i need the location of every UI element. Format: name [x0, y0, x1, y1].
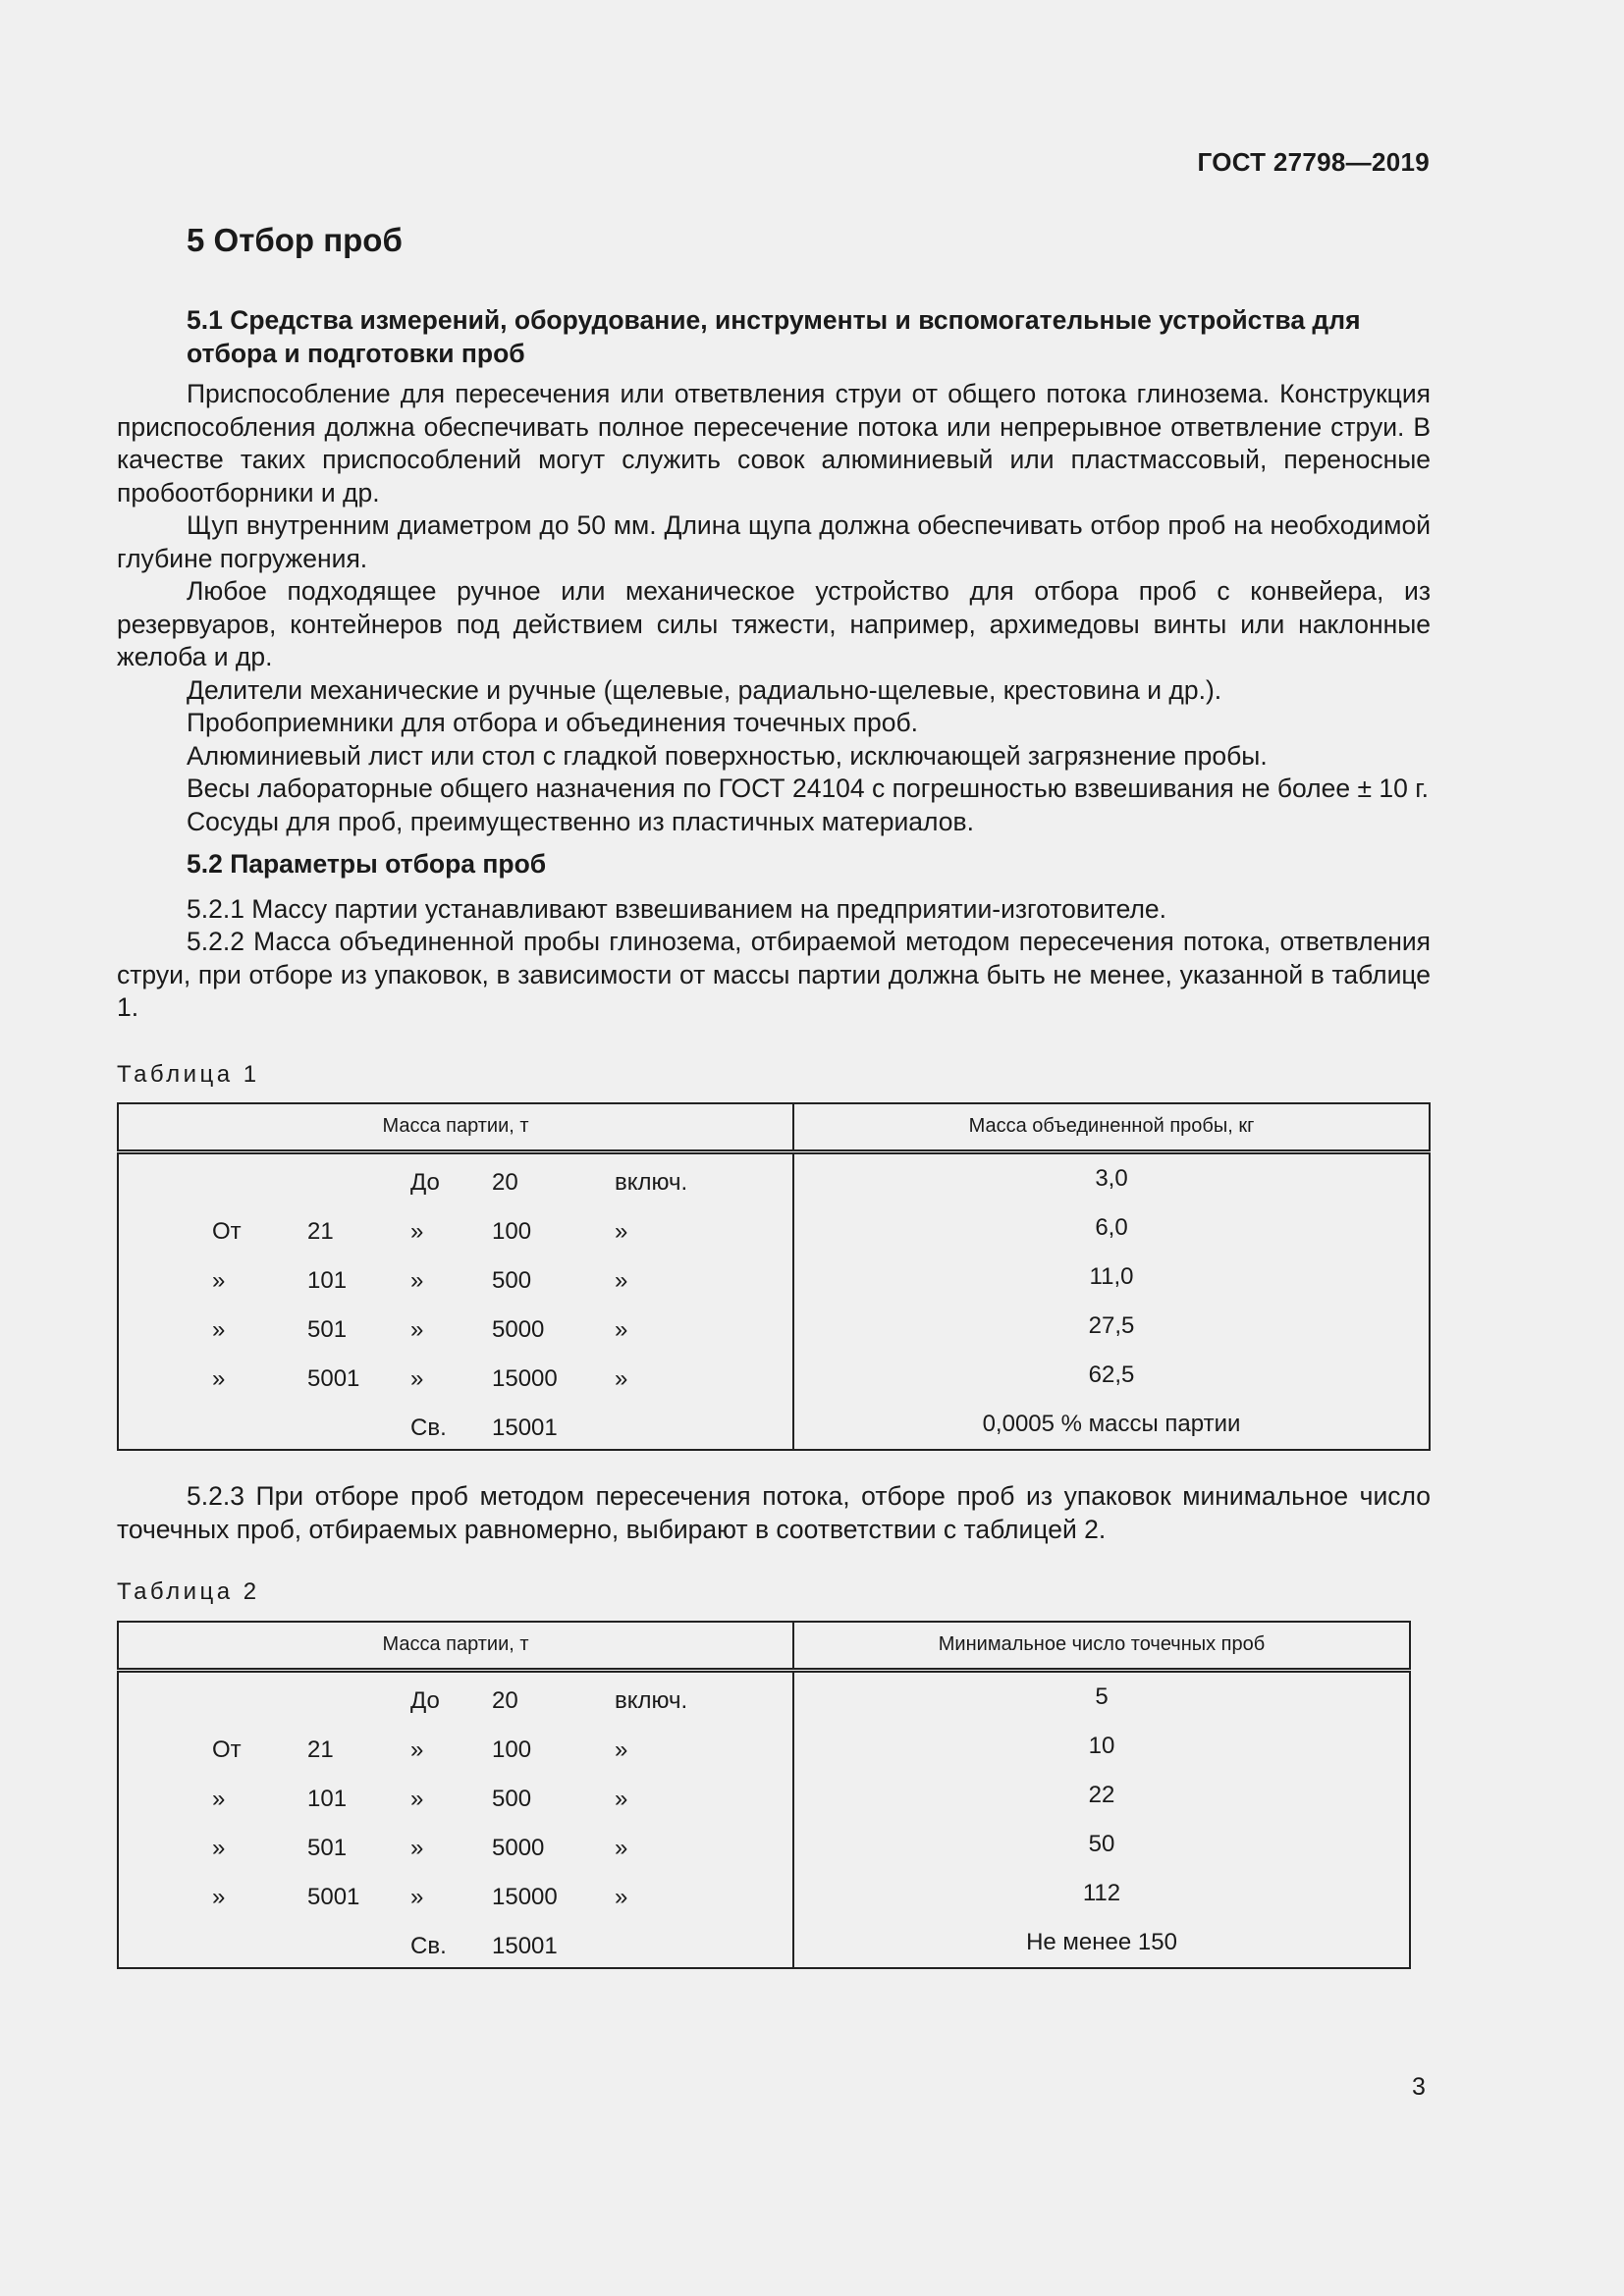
mass-range-cell	[118, 1351, 793, 1400]
range-high-value: 15001	[492, 1415, 558, 1441]
range-low-value: 501	[307, 1834, 348, 1861]
range-high-value: 20	[492, 1169, 518, 1196]
range-high-value: 500	[492, 1785, 532, 1812]
value-cell: 27,5	[793, 1302, 1430, 1351]
standard-code: ГОСТ 27798—2019	[1197, 147, 1430, 177]
subsection-title-5-1: 5.1 Средства измерений, оборудование, инструменты и вспомогательные устройства для отбора и подготовки проб	[187, 305, 1361, 368]
range-low-value: 501	[307, 1316, 348, 1343]
range-mark: »	[410, 1785, 424, 1812]
table2-header-mass: Масса партии, т	[118, 1622, 793, 1671]
range-high-value: 100	[492, 1735, 532, 1763]
range-mark: Св.	[410, 1932, 447, 1959]
table-row	[118, 1869, 1410, 1918]
range-high-value: 20	[492, 1686, 518, 1714]
range-end-word: »	[615, 1267, 628, 1294]
table-row	[118, 1722, 1410, 1771]
range-high-value: 15001	[492, 1932, 558, 1959]
value-cell: 3,0	[793, 1152, 1430, 1204]
range-low-value: 5001	[307, 1365, 360, 1392]
value-cell: 0,0005 % массы партии	[793, 1400, 1430, 1450]
value-cell: 10	[793, 1722, 1410, 1771]
paragraph-5-2-3: 5.2.3 При отборе проб методом пересечения потока, отборе проб из упаковок минимальное число точечных проб, отбираемых равномерно, выбирают в соответствии с таблицей 2.	[117, 1481, 1431, 1544]
mass-range-cell	[118, 1152, 793, 1204]
value-cell: Не менее 150	[793, 1918, 1410, 1968]
range-high-value: 5000	[492, 1834, 545, 1861]
range-from-word: »	[212, 1316, 226, 1343]
range-from-word: »	[212, 1785, 226, 1812]
table-row	[118, 1203, 1430, 1253]
range-high-value: 15000	[492, 1365, 558, 1392]
range-high-value: 500	[492, 1267, 532, 1294]
range-end-word: »	[615, 1316, 628, 1343]
table-row	[118, 1351, 1430, 1400]
mass-range-cell	[118, 1869, 793, 1918]
range-end-word: »	[615, 1785, 628, 1812]
value-cell: 62,5	[793, 1351, 1430, 1400]
range-from-word: От	[212, 1735, 242, 1763]
range-end-word: »	[615, 1735, 628, 1763]
page-content	[117, 304, 1431, 1969]
paragraph: Щуп внутренним диаметром до 50 мм. Длина щупа должна обеспечивать отбор проб на необходимой глубине погружения.	[117, 510, 1431, 573]
paragraph: Пробоприемники для отбора и объединения точечных проб.	[187, 708, 919, 737]
range-mark: »	[410, 1218, 424, 1245]
range-mark: »	[410, 1316, 424, 1343]
table1-header-sample-mass: Масса объединенной пробы, кг	[793, 1103, 1430, 1152]
paragraph: Сосуды для проб, преимущественно из пластичных материалов.	[187, 806, 974, 836]
range-mark: До	[410, 1686, 440, 1714]
range-mark: До	[410, 1169, 440, 1196]
paragraph: 5.2.2 Масса объединенной пробы глинозема, отбираемой методом пересечения потока, ответвления струи, при отборе из упаковок, в зависимости от массы партии должна быть не менее, указанной в таблице 1.	[117, 927, 1431, 1022]
range-end-word: включ.	[615, 1686, 688, 1714]
mass-range-cell	[118, 1253, 793, 1302]
range-mark: »	[410, 1834, 424, 1861]
table1-header-mass: Масса партии, т	[118, 1103, 793, 1152]
range-mark: Св.	[410, 1415, 447, 1441]
table-1	[117, 1102, 1431, 1451]
mass-range-cell	[118, 1918, 793, 1968]
range-end-word: »	[615, 1365, 628, 1392]
range-high-value: 100	[492, 1218, 532, 1245]
range-end-word: »	[615, 1834, 628, 1861]
section-title: 5 Отбор проб	[187, 222, 403, 258]
mass-range-cell	[118, 1400, 793, 1450]
table-row	[118, 1670, 1410, 1722]
value-cell: 50	[793, 1820, 1410, 1869]
range-low-value: 21	[307, 1735, 334, 1763]
range-mark: »	[410, 1267, 424, 1294]
range-mark: »	[410, 1365, 424, 1392]
subsection-5-2-body	[117, 893, 1431, 1025]
paragraph: Приспособление для пересечения или ответвления струи от общего потока глинозема. Конструкция приспособления должна обеспечивать полное пересечение потока или непрерывное ответвление струи. В качестве таких приспособлений могут служить совок алюминиевый или пластмассовый, переносные пробоотборники и др.	[117, 379, 1431, 507]
table-row	[118, 1820, 1410, 1869]
value-cell: 112	[793, 1869, 1410, 1918]
value-cell: 5	[793, 1670, 1410, 1722]
mass-range-cell	[118, 1302, 793, 1351]
table-2	[117, 1621, 1411, 1969]
mass-range-cell	[118, 1203, 793, 1253]
paragraph: 5.2.1 Массу партии устанавливают взвешиванием на предприятии-изготовителе.	[187, 893, 1167, 924]
range-from-word: »	[212, 1834, 226, 1861]
paragraph: Делители механические и ручные (щелевые, радиально-щелевые, крестовина и др.).	[187, 674, 1222, 705]
subsection-5-1-body	[117, 378, 1431, 838]
table-row	[118, 1152, 1430, 1204]
table-row	[118, 1400, 1430, 1450]
table-row	[118, 1302, 1430, 1351]
range-high-value: 5000	[492, 1316, 545, 1343]
page-number: 3	[1412, 2073, 1426, 2101]
value-cell: 22	[793, 1771, 1410, 1820]
value-cell: 11,0	[793, 1253, 1430, 1302]
subsection-title-5-2: 5.2 Параметры отбора проб	[187, 849, 547, 879]
paragraph: Любое подходящее ручное или механическое устройство для отбора проб с конвейера, из резервуаров, контейнеров под действием силы тяжести, например, архимедовы винты или наклонные желоба и др.	[117, 576, 1431, 671]
range-mark: »	[410, 1883, 424, 1910]
paragraph: Весы лабораторные общего назначения по ГОСТ 24104 с погрешностью взвешивания не более ± 10 г.	[187, 774, 1430, 803]
mass-range-cell	[118, 1820, 793, 1869]
range-from-word: »	[212, 1267, 226, 1294]
range-low-value: 5001	[307, 1883, 360, 1910]
range-low-value: 21	[307, 1218, 334, 1245]
table2-label: Таблица 2	[117, 1578, 260, 1605]
range-high-value: 15000	[492, 1883, 558, 1910]
table1-label: Таблица 1	[117, 1060, 260, 1088]
table-row	[118, 1918, 1410, 1968]
mass-range-cell	[118, 1771, 793, 1820]
value-cell: 6,0	[793, 1203, 1430, 1253]
table-row	[118, 1253, 1430, 1302]
table-row	[118, 1771, 1410, 1820]
range-from-word: От	[212, 1218, 242, 1245]
range-low-value: 101	[307, 1785, 348, 1812]
range-mark: »	[410, 1735, 424, 1763]
range-from-word: »	[212, 1883, 226, 1910]
range-low-value: 101	[307, 1267, 348, 1294]
range-end-word: »	[615, 1883, 628, 1910]
range-end-word: включ.	[615, 1169, 688, 1196]
paragraph: Алюминиевый лист или стол с гладкой поверхностью, исключающей загрязнение пробы.	[187, 740, 1268, 771]
mass-range-cell	[118, 1670, 793, 1722]
table2-header-min-count: Минимальное число точечных проб	[793, 1622, 1410, 1671]
mass-range-cell	[118, 1722, 793, 1771]
range-from-word: »	[212, 1365, 226, 1392]
range-end-word: »	[615, 1218, 628, 1245]
